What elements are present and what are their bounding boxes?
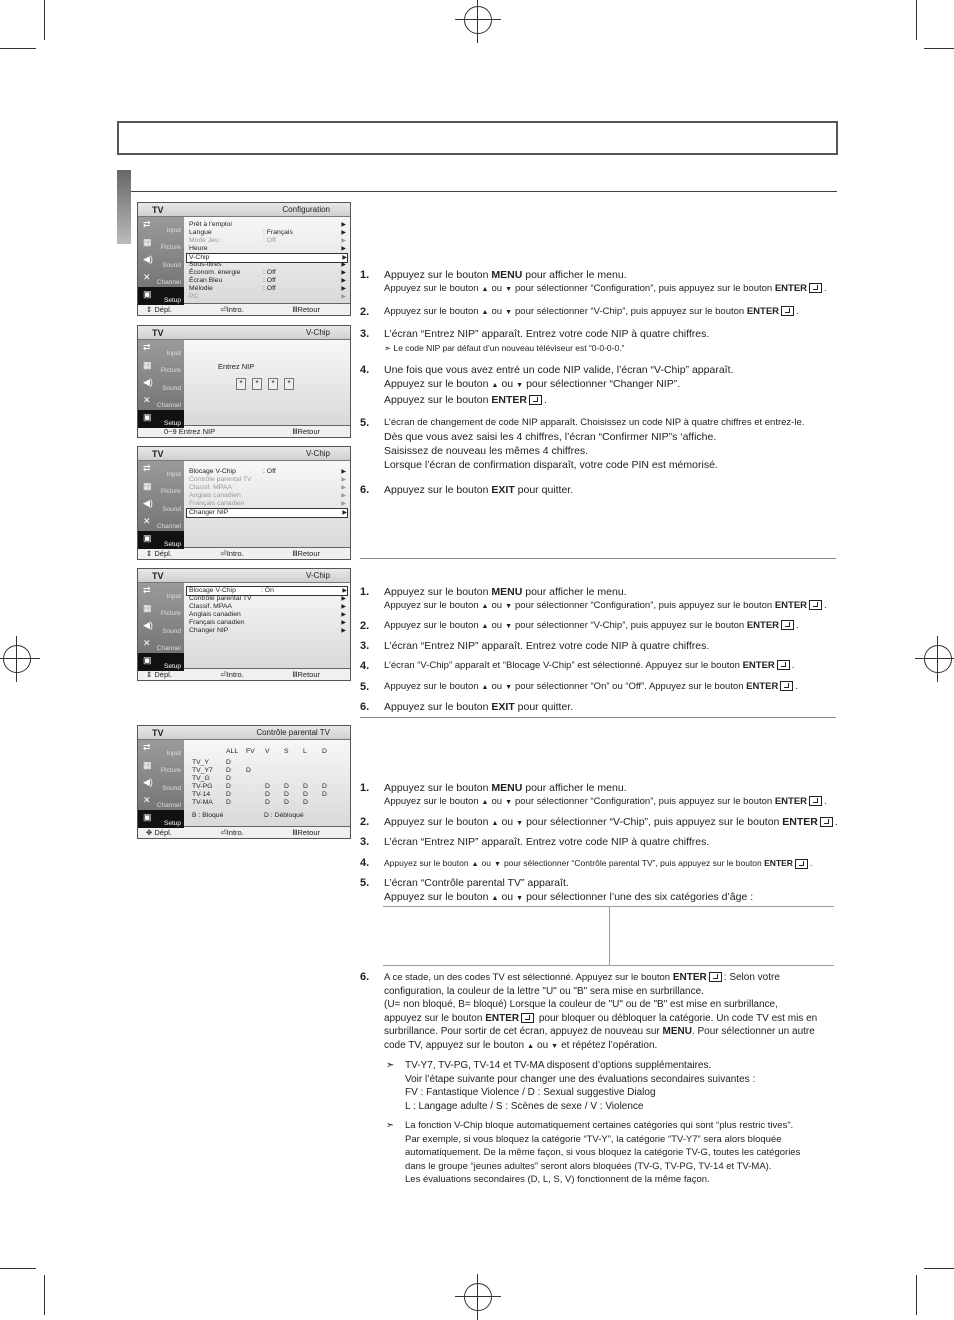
rating-cell: D — [303, 791, 308, 798]
channel-icon: ✕ — [143, 515, 151, 526]
divider — [360, 717, 836, 718]
sound-icon: ◀) — [143, 777, 153, 787]
rating-cell: D — [246, 767, 251, 774]
input-icon: ⇄ — [143, 463, 151, 473]
input-icon: ⇄ — [143, 342, 151, 352]
menu-item: Écran Bleu : Off ▶ — [189, 277, 346, 284]
tv-screen-vchip: TV V-Chip ⇄ Input ▦ Picture ◀) Sound ✕ Channel ▣ Setup Blocage V-Chip : Off ▶ Contrôle parental TV ▶ Classif. MPAA ▶ Anglais canadien ▶ Français canadien ▶ Changer NIP ▶ ⇕ Dépl. ⏎Intro. ⅢRetour — [137, 446, 351, 560]
nav-setup: ▣ Setup — [138, 287, 184, 305]
up-arrow-icon: ▲ — [481, 286, 489, 293]
rating-name: TV_Y — [192, 759, 209, 766]
up-arrow-icon: ▲ — [481, 309, 489, 316]
age-category-box — [383, 906, 834, 966]
rating-cell: D — [226, 767, 231, 774]
rating-cell: D — [303, 799, 308, 806]
enter-icon — [781, 306, 794, 316]
rating-cell — [246, 759, 265, 766]
input-icon: ⇄ — [143, 219, 151, 229]
menu-item: Mélodie : Off ▶ — [189, 285, 346, 292]
s1-step-2: 2. Appuyez sur le bouton ▲ ou ▼ pour sélectionner “V-Chip”, puis appuyez sur le bouton ENTER . — [360, 306, 799, 318]
rating-cell — [322, 767, 341, 774]
nav-sound: ◀) Sound — [143, 254, 181, 269]
rating-cell: D — [322, 791, 327, 798]
s2-step-2: 2. Appuyez sur le bouton ▲ ou ▼ pour sélectionner “V-Chip”, puis appuyez sur le bouton ENTER . — [360, 620, 799, 632]
up-arrow-icon: ▲ — [491, 382, 499, 389]
s1-step-3: 3. L’écran “Entrez NIP” apparaît. Entrez votre code NIP à quatre chiffres. ➣ Le code NIP par défaut d’un nouveau téléviseur est “0-0-0-0.” — [360, 328, 710, 353]
rating-cell: D — [226, 775, 231, 782]
s1-step-6: 6. Appuyez sur le bouton EXIT pour quitter. — [360, 484, 574, 496]
rating-cell — [265, 759, 284, 766]
sound-icon: ◀) — [143, 498, 153, 508]
nav-channel: ✕ Channel — [143, 271, 181, 286]
sound-icon: ◀) — [143, 620, 153, 630]
down-arrow-icon: ▼ — [505, 309, 512, 316]
rating-cell — [265, 775, 284, 782]
divider — [360, 558, 836, 559]
setup-icon: ▣ — [143, 412, 152, 422]
s1-step-4: 4. Une fois que vous avez entré un code NIP valide, l’écran “V-Chip” apparaît. Appuyez sur le bouton ▲ ou ▼ pour sélectionner “Changer NIP”. Appuyez sur le bouton ENTER . — [360, 364, 734, 406]
registration-mark — [924, 645, 952, 673]
crop-mark — [924, 48, 954, 49]
registration-mark — [464, 6, 492, 34]
channel-icon: ✕ — [143, 394, 151, 405]
crop-mark — [0, 1268, 36, 1269]
rating-cell: D — [284, 799, 289, 806]
rating-row — [192, 759, 341, 766]
legend-blocked: B : Bloqué — [192, 812, 224, 819]
tv-nav: ⇄ Input ▦ Picture ◀) Sound ✕ Channel ▣ Setup — [138, 340, 184, 425]
rating-cell: D — [265, 791, 270, 798]
rating-cell — [322, 775, 341, 782]
rating-columns: ALL FV V S L D — [226, 748, 327, 755]
rating-name: TV-MA — [192, 799, 213, 806]
s2-step-3: 3. L’écran “Entrez NIP” apparaît. Entrez votre code NIP à quatre chiffres. — [360, 640, 710, 652]
note-arrow-icon: ➣ — [386, 1060, 395, 1071]
s3-step-2: 2. Appuyez sur le bouton ▲ ou ▼ pour sélectionner “V-Chip”, puis appuyez sur le bouton ENTER . — [360, 816, 838, 828]
rating-row — [192, 775, 341, 782]
s2-step-1: 1. Appuyez sur le bouton MENU pour afficher le menu. Appuyez sur le bouton ▲ ou ▼ pour sélectionner “Configuration”, puis appuyez sur le bouton ENTER . — [360, 586, 827, 611]
crop-mark — [44, 0, 45, 40]
menu-item: Heure ▶ — [189, 245, 346, 252]
enter-icon — [529, 395, 542, 405]
note-arrow-icon: ➣ — [386, 1120, 394, 1131]
registration-mark — [3, 645, 31, 673]
rating-cell — [322, 759, 341, 766]
rating-row — [192, 799, 341, 806]
crop-mark — [44, 1275, 45, 1315]
channel-icon: ✕ — [143, 637, 151, 648]
rating-cell: D — [284, 783, 289, 790]
s1-step-5: 5. L’écran de changement de code NIP apparaît. Choisissez un code NIP à quatre chiffres et entrez-le. Dès que vous avez saisi les 4 chiffres, l’écran “Confirmer NIP”s ‘affiche. Saisissez de nouveau les mêmes 4 chiffres. Lorsque l’écran de confirmation disparaît, votre code PIN est mémorisé. — [360, 417, 805, 471]
pin-field: * * * * — [236, 378, 294, 390]
rating-row — [192, 791, 341, 798]
down-arrow-icon: ▼ — [516, 382, 524, 389]
rating-cell: D — [226, 783, 231, 790]
rating-cell — [322, 799, 341, 806]
tv-nav — [138, 217, 184, 303]
s3-step-5: 5. L’écran “Contrôle parental TV” apparaît. Appuyez sur le bouton ▲ ou ▼ pour sélectionner l’une des six catégories d’âge : — [360, 877, 754, 903]
crop-mark — [924, 1268, 954, 1269]
rating-row — [192, 767, 341, 774]
note-2: ➣ La fonction V-Chip bloque automatiquement certaines catégories qui sont “plus restric tives”. Par exemple, si vous bloquez la catégorie “TV-Y”, la catégorie “TV-Y7” sera alors bloquée automatiquement. De la même façon, si vous bloquez la catégorie TV-G, toutes les catégories dans le groupe “jeunes adultes” seront alors bloquées (TV-G, TV-PG, TV-14 et TV-MA). Les évaluations secondaires (D, L, S, V) fonctionnent de la même façon. — [386, 1120, 801, 1185]
s2-step-4: 4. L’écran “V-Chip” apparaît et “Blocage V-Chip” est sélectionné. Appuyez sur le bouton ENTER . — [360, 660, 795, 672]
rating-cell — [246, 775, 265, 782]
menu-item: Prêt à l'emploi ▶ — [189, 221, 346, 228]
setup-icon: ▣ — [143, 655, 152, 665]
tv-screen-configuration — [137, 202, 351, 316]
header-box — [117, 121, 838, 155]
setup-icon: ▣ — [143, 812, 152, 822]
rating-cell — [284, 759, 303, 766]
section-tab — [117, 170, 131, 244]
input-icon: ⇄ — [143, 585, 151, 595]
tv-label: TV — [152, 204, 164, 215]
sound-icon: ◀) — [143, 254, 153, 264]
s3-step-6: 6. A ce stade, un des codes TV est sélectionné. Appuyez sur le bouton ENTER : Selon votre configuration, la couleur de la lettre "U" ou "B" sera mise en surbrillance. (U= non bloqué, B= bloqué) Lorsque la couleur de "U" ou de "B" est mise en surbrillance, appuyez sur le bouton ENTER pour bloquer ou débloquer la catégorie. Un code TV est mis en surbrillance. Pour sortir de cet écran, appuyez de nouveau sur MENU. Pour sélectionner un autre code TV, appuyez sur le bouton ▲ ou ▼ et répétez l’opération. — [360, 971, 818, 1051]
rating-cell — [303, 775, 322, 782]
picture-icon: ▦ — [143, 602, 152, 613]
divider — [131, 191, 837, 192]
nav-picture: ▦ Picture — [143, 236, 181, 251]
screen-title: Configuration — [282, 205, 330, 214]
pin-prompt: Entrez NIP — [218, 362, 255, 371]
down-arrow-icon: ▼ — [505, 286, 512, 293]
menu-item: Mode Jeu : Off ▶ — [189, 237, 346, 244]
tv-screen-vchip-on: TV V-Chip ⇄ Input ▦ Picture ◀) Sound ✕ Channel ▣ Setup Blocage V-Chip : On ▶ Contrôle parental TV ▶ Classif. MPAA ▶ Anglais canadien ▶ Français canadien ▶ Changer NIP ▶ ⇕ Dépl. ⏎Intro. ⅢRetour — [137, 568, 351, 681]
tv-screen-pin: TV V-Chip ⇄ Input ▦ Picture ◀) Sound ✕ Channel ▣ Setup Entrez NIP * * * * 0~9 Entrez NIP ⅢRetour — [137, 325, 351, 438]
s2-step-5: 5. Appuyez sur le bouton ▲ ou ▼ pour sélectionner “On” ou “Off”. Appuyez sur le bouton ENTER . — [360, 681, 798, 693]
rating-cell — [303, 767, 322, 774]
setup-icon: ▣ — [143, 289, 152, 299]
rating-cell: D — [284, 791, 289, 798]
picture-icon: ▦ — [143, 480, 152, 491]
rating-cell — [284, 767, 303, 774]
picture-icon: ▦ — [143, 759, 152, 770]
menu-item: PC ▶ — [189, 293, 346, 300]
input-icon: ⇄ — [143, 742, 151, 752]
s2-step-6: 6. Appuyez sur le bouton EXIT pour quitter. — [360, 701, 574, 713]
sound-icon: ◀) — [143, 377, 153, 387]
setup-icon: ▣ — [143, 533, 152, 543]
rating-cell: D — [265, 799, 270, 806]
s3-step-3: 3. L’écran “Entrez NIP” apparaît. Entrez votre code NIP à quatre chiffres. — [360, 836, 710, 848]
crop-mark — [0, 48, 36, 49]
s1-step-1: 1. Appuyez sur le bouton MENU pour afficher le menu. Appuyez sur le bouton ▲ ou ▼ pour sélectionner “Configuration”, puis appuyez sur le bouton ENTER . — [360, 268, 840, 297]
rating-cell — [246, 799, 265, 806]
rating-cell: D — [265, 783, 270, 790]
rating-cell — [284, 775, 303, 782]
channel-icon: ✕ — [143, 271, 151, 282]
rating-cell: D — [226, 759, 231, 766]
enter-icon — [809, 283, 822, 293]
menu-item: Économ. énergie : Off ▶ — [189, 269, 346, 276]
crop-mark — [916, 0, 917, 40]
channel-icon: ✕ — [143, 794, 151, 805]
menu-item-selected: V-Chip ▶ — [186, 253, 348, 263]
nav-input: ⇄ Input — [143, 219, 181, 234]
crop-mark — [916, 1275, 917, 1315]
rating-cell — [246, 791, 265, 798]
rating-name: TV_G — [192, 775, 210, 782]
rating-cell: D — [226, 799, 231, 806]
rating-cell — [303, 759, 322, 766]
rating-name: TV-14 — [192, 791, 211, 798]
rating-row — [192, 783, 341, 790]
rating-cell — [246, 783, 265, 790]
picture-icon: ▦ — [143, 359, 152, 370]
s3-step-4: 4. Appuyez sur le bouton ▲ ou ▼ pour sélectionner “Contrôle parental TV”, puis appuyez sur le bouton ENTER . — [360, 857, 813, 869]
foot-return: ⅢRetour — [292, 305, 320, 314]
picture-icon: ▦ — [143, 236, 152, 247]
menu-item: Langue : Français ▶ — [189, 229, 346, 236]
foot-move: ⇕ Dépl. — [146, 305, 172, 314]
rating-cell — [265, 767, 284, 774]
menu-item: Sous-titres ▶ — [189, 261, 346, 268]
note-1: ➣ TV-Y7, TV-PG, TV-14 et TV-MA disposent d’options supplémentaires. Voir l’étape suivante pour changer une des évaluations secondaires suivantes : FV : Fantastique Violence / D : Sexual suggestive Dialog L : Langage adulte / S : Scènes de sexe / V : Violence — [386, 1060, 756, 1112]
rating-cell: D — [303, 783, 308, 790]
foot-enter: ⏎Intro. — [220, 305, 244, 314]
rating-name: TV-PG — [192, 783, 213, 790]
registration-mark — [464, 1283, 492, 1311]
s3-step-1: 1. Appuyez sur le bouton MENU pour afficher le menu. Appuyez sur le bouton ▲ ou ▼ pour sélectionner “Configuration”, puis appuyez sur le bouton ENTER . — [360, 782, 827, 807]
rating-cell: D — [226, 791, 231, 798]
legend-unblocked: D : Débloqué — [264, 812, 304, 819]
tv-screen-parental: TV Contrôle parental TV ⇄ Input ▦ Picture ◀) Sound ✕ Channel ▣ Setup ALL FV V S L D TV_Y D TV_Y7 D D TV_G D TV-PG D D D D D TV-14 D D D D D TV-MA D D D D B : Bloqué D : Débloqué ✥ Dépl. ⏎Intro. ⅢRetour — [137, 725, 351, 839]
rating-name: TV_Y7 — [192, 767, 213, 774]
rating-cell: D — [322, 783, 327, 790]
note-arrow-icon: ➣ — [384, 343, 394, 353]
